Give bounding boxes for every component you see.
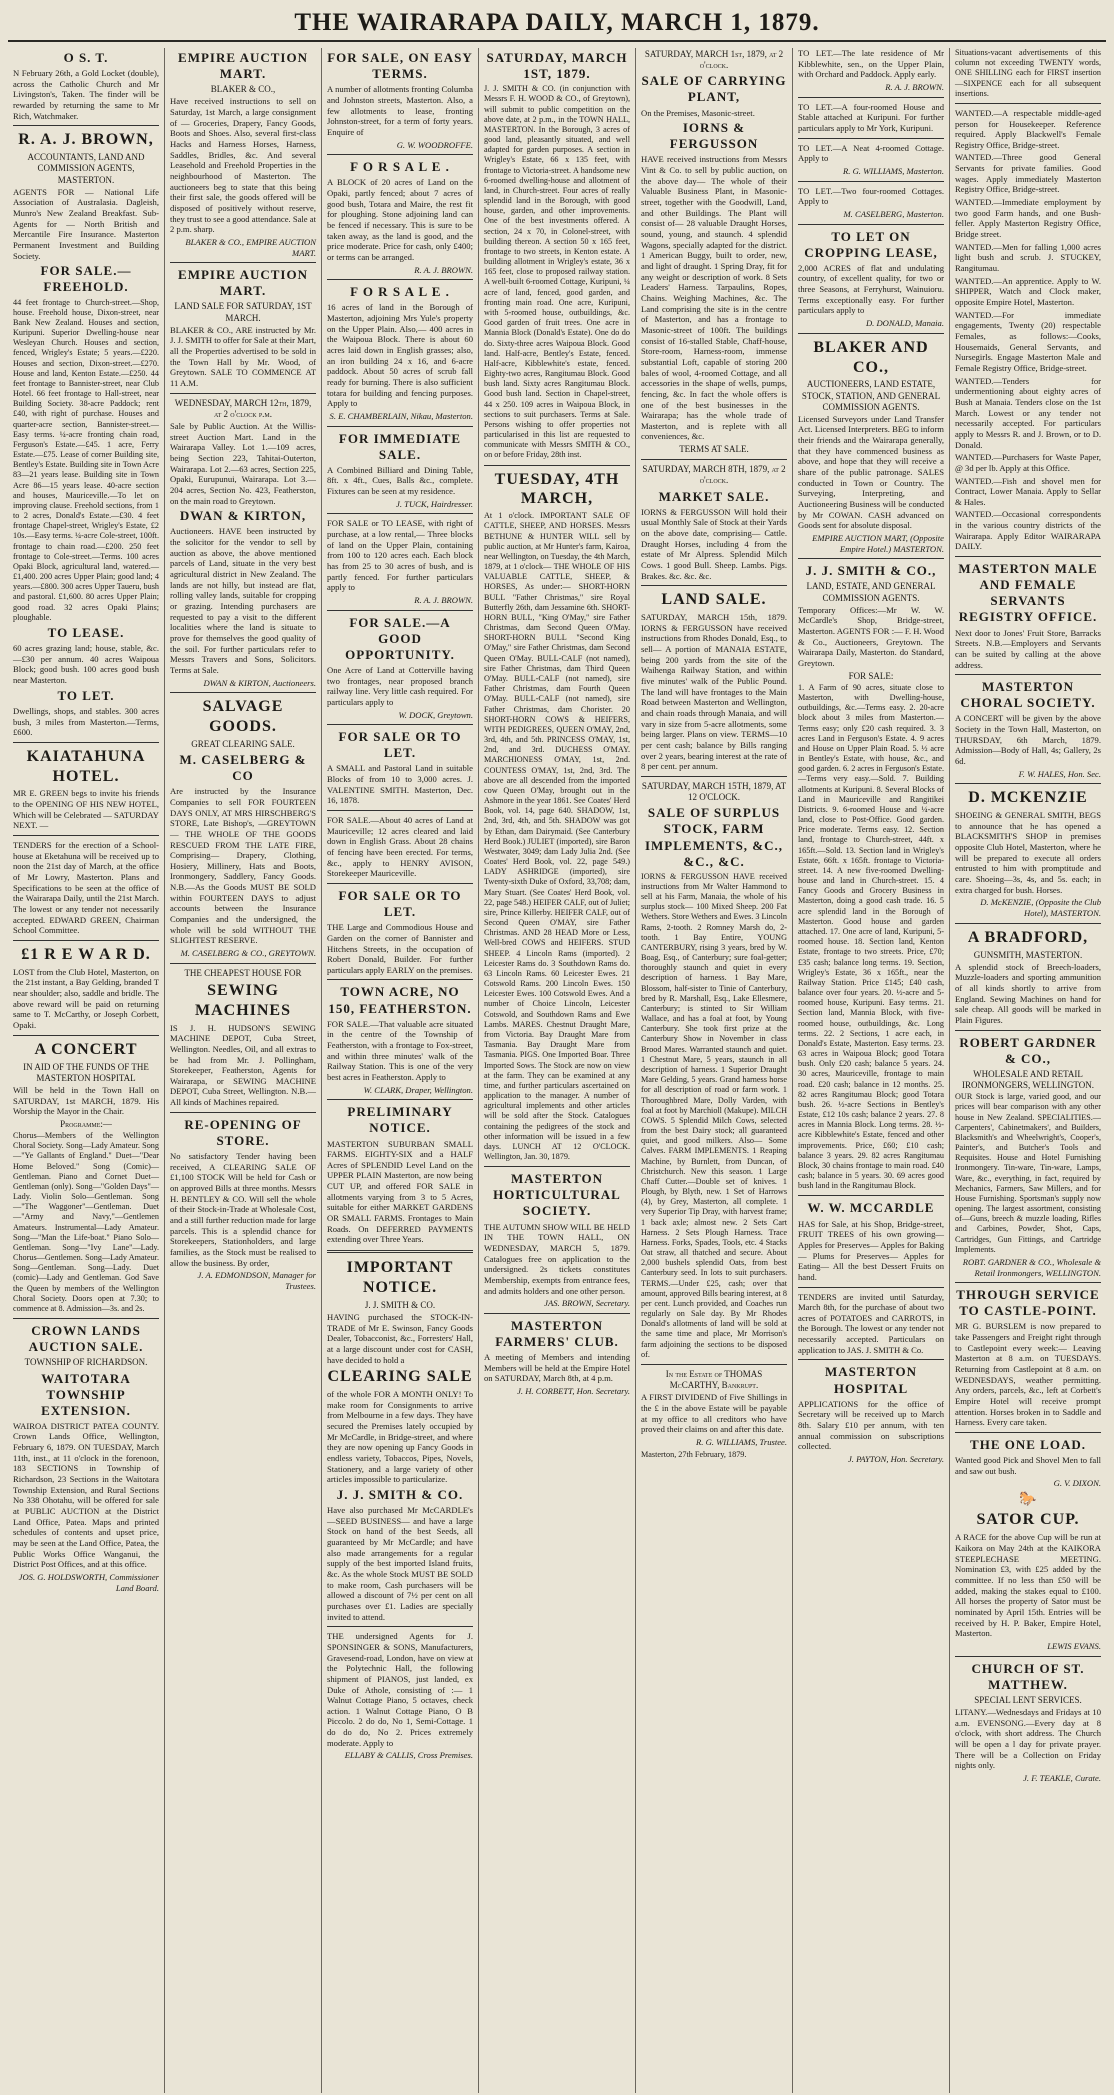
wanted-10: WANTED.—Occasional correspondents in the various country districts of the Wairarapa. Apply Editor WAIRARAPA DAILY. bbox=[955, 509, 1101, 552]
good-opportunity-heading: FOR SALE.—A GOOD OPPORTUNITY. bbox=[345, 614, 455, 662]
freehold-list: 44 feet frontage to Church-street.—Shop, house. Freehold house, Dixon-street, near Bank New Zealand. Houses and section, Kuripuni. Superior Dwelling-house near Wesleyan Church. Houses and section, fenced, Wrigley's Estate; 5 years.—£220. Houses and section, Dixon-street.—£270. House and land, Kenton Estate.—£250. 44 feet frontage to Bannister-street, near Club Hotel. 66 feet frontage to Hall-street, near Building Society. 38-acre Paddock; rent £40, with right of purchase. Houses and quarter-acre section, Bannister-street.—Easy terms. ¼-acre fronting chain road, Ferguson's Estate.—£45. 1 acre, Ferry Estate.—£75. Lease of corner Building site, Bentley's Estate. Building site in Town Acre 83—21 years lease. Building site in Town Acre 86—15 years lease. 40-acre section and houses, Mauriceville.—To let on improving clause. Freehold sections, from 1 to 2 acres, Donald's Estate.—£30. 4 feet frontage Chapel-street, Wrigley's Estate, £2 10s.—Easy terms. ¼-acre Cole-street, 100ft. frontage to chain road.—£200. 250 feet frontage to Cole-street.—Terms. 100 acres Opaki Block, agricultural land, watered.—£1,400. 200 acres Upper Plain; good land; 4 years.—£800. 300 acres Upper Taueru, bush and pastoral. £1,600. 80 acres Upper Plain; good road. 32 acres Opaki Plains; ploughable. bbox=[13, 297, 159, 622]
land-sale-heading: LAND SALE. bbox=[661, 591, 767, 609]
choral-body: A CONCERT will be given by the above Society in the Town Hall, Masterton, on THURSDAY, 6th March, 1879. Admission—Body of Hall, 4s; Gallery, 2s 6d. bbox=[955, 713, 1101, 767]
horticultural-heading: MASTERTON HORTICULTURAL SOCIETY. bbox=[493, 1171, 621, 1219]
concert-subheading: IN AID OF THE FUNDS OF THE MASTERTON HOSPITAL bbox=[23, 1061, 149, 1083]
mckenzie-body: SHOEING & GENERAL SMITH, BEGS to announce that he has opened a BLACKSMITH'S SHOP in premises opposite Club Hotel, Masterton, where he will be prepared to execute all orders entrusted to him with promptitude and care. Shoeing—3s, 4s, and 5s. each; in extra charged for bush. Horses. bbox=[955, 810, 1101, 895]
bradford-body: A splendid stock of Breech-loaders, Muzzle-loaders and sporting ammunition of all kinds shortly to arrive from England. Sewing Machines on hand for sale cheap. All goods will be marked in Plain Figures. bbox=[955, 961, 1101, 1025]
to-lease-heading: TO LEASE. bbox=[47, 625, 125, 640]
iorns-heading: IORNS & FERGUSSON bbox=[669, 120, 759, 152]
jj-smith-heading: J. J. SMITH & CO. bbox=[336, 1486, 464, 1502]
pianos-body: THE undersigned Agents for J. SPONSINGER & SONS, Manufacturers, Gravesend-road, London, have on view at the Polytechnic Hall, the following shipment of PIANOS, just landed, ex Duke of Athole, consisting of :— 1 Walnut Cottage Piano, 5 octaves, check action. 1 Walnut Cottage Piano, O B Piccolo. 2 do do, No 1, Semi-Cottage. 1 do do do, No 2. Prices extremely moderate. Apply to bbox=[327, 1631, 473, 1748]
column-container bbox=[8, 48, 1106, 2093]
surplus-stock-body: IORNS & FERGUSSON HAVE received instructions from Mr Walter Hammond to sell at his Farm, Manaia, the whole of his surplus stock— 100 Mixed Sheep. 200 Fat Wethers. Store Wethers and Ewes. 3 Lincoln Rams, 2-tooth. 2 Romney Marsh do, 2-tooth. 1 Bay Entire, YOUNG CANTERBURY, rising 3 years, bred by W. Boag, Esq., of Canterbury; sure foal-getter; thoroughly staunch and quiet in every description of harness. 1 Bay Mare, Blossom, half-sister to Tinie of Canterbury, bred by R. Marshall, Esq., Lake Ellesmere, Canterbury; is stinted to Sir William Wallace, and has a foal at foot, by Young Canterbury. She took first prize at the Canterbury Show in November in class Brood Mares. Warranted staunch and quiet. 1 Chestnut Mare, 5 years, staunch in all description of harness. 1 Superior Draught Mare Gelding, 5 years. Grand harness horse for all description of road or farm work. 1 Thoroughbred Mare, Dolly Varden, with foal at foot by Marchioll (Makupe). MILCH COWS. 5 Splendid Milch Cows, selected from the best Dairy stock; all guaranteed quiet, and good milkers. Also— Some Calves. FARM IMPLEMENTS. 1 Reaping Machine, by Burnlett, from Duncan, of Christchurch. New this season. 1 Large Chaff Cutter.—Double set of knives. 1 Plough, by Blyth, new. 1 Set of Harrows (4), by Grey, Masterton, all complete. 1 very Superior Tip Dray, with harvest frame; 1 back axle; almost new. 2 Sets Cart Harness. 2 Sets Plough Harness. Trace Harness. Forks, Spades, Tools, etc. 4 Stacks Oat straw, all thatched and secure. About 2,000 bushels splendid Oats, from best Canterbury seed. In lots to suit purchasers. TERMS.—Under £25, cash; over that amount, approved Bills bearing interest, at 8 per cent. Lunch provided, and Coaches run regularly on Sale day. By Mr Rhodes Donald's allotments of land will be sold at the same time and place, Mr Morrison's farm adjoining the sections to be disposed of. bbox=[641, 871, 787, 1359]
carrying-date: SATURDAY, MARCH 1st, 1879, at 2 o'clock. bbox=[644, 49, 784, 71]
wanted-2: WANTED.—Three good General Servants for private families. Good wages. Apply immediately Masterton Registry Office, Bridge-street. bbox=[955, 152, 1101, 195]
crown-lands-body: WAIROA DISTRICT PATEA COUNTY. Crown Lands Office, Wellington, February 6, 1879. ON TUESDAY, March 11th, inst., at 11 o'clock in the forenoon, 183 SECTIONS in Township of Richardson, 23 Sections in the Waitotara Township Extension, and Rural Sections No 338 Ohotahu, will be offered for sale at PUBLIC AUCTION at the District Land Office, Patea. Maps and printed schedules of contents and upset price, may be seen at the Land Office, Patea, the Public Works Office Wanganui, the District Post Offices, and at this office. bbox=[13, 1420, 159, 1570]
crown-lands-subheading: TOWNSHIP OF RICHARDSON. bbox=[24, 1357, 148, 1368]
mckenzie-heading: D. MCKENZIE bbox=[968, 789, 1088, 807]
jj-smith-body: Have also purchased Mr McCARDLE's —SEED BUSINESS— and have a large Stock on hand of the best Seeds, all guaranteed by Mr McCardle; and have also made arrangements for a regular supply of the best imported Island fruits, &c. As the whole Stock MUST BE SOLD to make room, Cash purchasers will be allowed a discount of 7½ per cent on all purchases over £1. Ladies are specially invited to attend. bbox=[327, 1505, 473, 1622]
town-acre-heading: TOWN ACRE, NO 150, FEATHERSTON. bbox=[328, 984, 472, 1016]
horticultural-body: THE AUTUMN SHOW WILL BE HELD IN THE TOWN HALL, ON WEDNESDAY, MARCH 5, 1879. Catalogues free on application to the undersigned. 2s tickets constitutes Membership, exempts from entrance fees, and admits holders and one other person. bbox=[484, 1221, 630, 1296]
column-3 bbox=[322, 48, 479, 2093]
salvage-subheading: GREAT CLEARING SALE. bbox=[191, 738, 295, 749]
lease-purchase-signature: R. A. J. BROWN. bbox=[414, 594, 473, 605]
to-let-3-body: TO LET.—A Neat 4-roomed Cottage. Apply to bbox=[798, 142, 944, 164]
cropping-lease-body: 2,000 ACRES of flat and undulating country, of excellent quality, for two or three Seasons, at Ferryhurst, Wainuioru. Terms exceptionally easy. For further particulars apply to bbox=[798, 262, 944, 316]
town-acre-signature: W. CLARK, Draper, Wellington. bbox=[363, 1084, 473, 1095]
important-notice-heading: IMPORTANT NOTICE. bbox=[346, 1259, 454, 1296]
reward-body: LOST from the Club Hotel, Masterton, on the 21st instant, a Bay Gelding, branded T near shoulder; also, saddle and bridle. The above reward will be paid on returning same to T. McCarthy, or Joseph Corbett, Opaki. bbox=[13, 966, 159, 1031]
blaker-heading: BLAKER AND CO., bbox=[813, 338, 929, 376]
farmers-club-body: A meeting of Members and intending Members will be held at the Empire Hotel on SATURDAY, March 8th, at 4 p.m. bbox=[484, 1352, 630, 1384]
sewing-body: IS J. H. HUDSON'S SEWING MACHINE DEPOT, Cuba Street, Wellington. Needles, Oil, and all extras to be had from Mr. J. Pollingham, Storekeeper, Featherston, Agents for Wairarapa, or SEWING MACHINE DEPOT, Cuba Street, Wellington. N.B.—All kinds of Machines repaired. bbox=[170, 1022, 316, 1108]
wanted-6: WANTED.—For immediate engagements, Twenty (20) respectable Females, as follows:—Cooks, Housemaids, General Servants, and Nursegirls. Engage Masterton Male and Female Registry Office, Bridge-street. bbox=[955, 309, 1101, 373]
mccarthy-body: A FIRST DIVIDEND of Five Shillings in the £ in the above Estate will be payable at my office to all creditors who have proved their claims on and after this date. bbox=[641, 1392, 787, 1435]
sewing-heading: SEWING MACHINES bbox=[194, 981, 291, 1019]
mckenzie-signature: D. McKENZIE, (Opposite the Club Hotel), MASTERTON. bbox=[980, 897, 1101, 919]
market-sale-body: IORNS & FERGUSSON Will hold their usual Monthly Sale of Stock at their Yards on the above date, comprising— Cattle. Draught Horses, including 4 from the estate of Mr Alpress. Splendid Milch Cows. 1 good Bull. Sheep. Lambs. Pigs. Brakes. &c. &c. &c. bbox=[641, 506, 787, 581]
caselberg-signature: M. CASELBERG & CO., GREYTOWN. bbox=[180, 948, 316, 959]
tuesday-sale-body: At 1 o'clock. IMPORTANT SALE OF CATTLE, SHEEP, AND HORSES. Messrs BETHUNE & HUNTER WILL sell by public auction, at Mr Hunter's farm, Kairoa, near Wellington, on Tuesday, the 4th March, 1879, at 1 o'clock— THE WHOLE OF HIS VALUABLE CATTLE, SHEEP, & HORSES, As under:— SHORT-HORN BULL "Father Christmas," sire Royal Butterfly 26th, dam Jessamine 6th. SHORT-HORN BULL, "King O'May," sire Father Christmas, dam Second Queen O'May. SHORT-HORN BULL "Second King O'May," sire Father Christmas, dam Second Queen O'May. BULL-CALF (not named), sire Father Christmas, dam Third Queen O'May. BULL-CALF (not named), sire Father Christmas, dam Fourth Queen O'May. BULL-CALF (not named), sire Father Christmas, dam Chorister. 20 SHORT-HORN COWS & HEIFERS, WITH PEDIGREES, QUEEN O'MAY, 2nd, 3rd, 4th, and 5th. PRINCESS O'MAY, 1st, 2nd, and 3rd. DUCHESS O'MAY. MARCHIONESS O'MAY, 1st, 2nd. COUNTESS O'MAY, 1st, 2nd, 3rd. The above are all descended from the imported cow Queen O'May, brought out in the Ashmore in the year 1861. See Coates' Herd Book, vol. 14, page 640. SHADOW, 1st, 2nd, 3rd, 4th, and 5th. SHADOW was got by Ethan, dam Dairymaid. (See Canterbury Herd Book.) JULIET (imported), sire Baron Westwater, 3049; dam Lady Julia 2nd. (See Coates' Herd Book, vol. 22, page 549.) LADY ASHRIDGE (imported), sire Twenty-sixth Duke of Oxford, 33,708; dam, Mary Stuart. (See Coates' Herd Book, vol. 22, page 548.) HEIFER CALF, out of Juliet; sire, Prince Killerby. HEIFER CALF, out of Second Queen O'MAY, sire Father Christmas. AND 28 HEAD More or Less, Well-bred COWS and HEIFERS. STUD SHEEP. 4 Lincoln Rams (imported). 2 Leicester Rams do. 3 Southdown Rams do. 63 Lincoln Rams. 60 Leicester Ewes. 21 Cotswold Rams. 200 Lincoln Ewes. 150 Leicester Ewes. 100 Cotswold Ewes. And a number of Choice Lincoln, Leicester Cotswold, and Southdown Rams and Ewe Lambs. MARES. Chestnut Draught Mare, from Victoria. Bay Draught Mare from Tasmania. Bay Draught Mare from Tasmania. PIGS. One Imported Boar. Three Imported Sows. The Stock are now on view at the farm. They can be examined at any time, and further particulars ascertained on application to the manager. A number of agricultural implements and other articles will be sold after the Stock. Catalogues containing the pedigrees of the stock and other information will be issued in a few days. LUNCH AT 12 O'CLOCK. Wellington, Jan. 30, 1879. bbox=[484, 511, 630, 1162]
wanted-8: WANTED.—Purchasers for Waste Paper, @ 3d per lb. Apply at this Office. bbox=[955, 452, 1101, 473]
sale-or-let-2-heading: FOR SALE OR TO LET. bbox=[338, 887, 462, 920]
one-load-body: Wanted good Pick and Shovel Men to fall and saw out bush. bbox=[955, 1455, 1101, 1476]
column-7 bbox=[950, 48, 1106, 2093]
dwan-body: Auctioneers. HAVE been instructed by the solicitor for the vendor to sell by auction as above, the above mentioned parcels of Land, situate in the very best agricultural district in New Zealand. The lands are not hilly, but instead are flat, rolling valley lands, suitable for cropping or grazing. Intending purchasers are requested to pay a visit to the different localities where the land is situate to prove for themselves the good quality of the soil. For further particulars refer to Messrs Travers and Sons, Solicitors. Terms at Sale. bbox=[170, 526, 316, 675]
column-1 bbox=[8, 48, 165, 2093]
easy-terms-body: A number of allotments fronting Columba and Johnston streets, Masterton. Also, a few allotments to lease, fronting Johnston-street, for a term of forty years. Enquire of bbox=[327, 84, 473, 137]
cheapest-house-heading: THE CHEAPEST HOUSE FOR bbox=[184, 967, 302, 978]
registry-body: Next door to Jones' Fruit Store, Barracks Streets. N.B.—Employers and Servants can be suited by calling at the above address. bbox=[955, 627, 1101, 670]
for-sale-2-signature: S. E. CHAMBERLAIN, Nikau, Masterton. bbox=[329, 410, 473, 421]
church-heading: CHURCH OF ST. MATTHEW. bbox=[971, 1660, 1085, 1692]
land-sale-body: BLAKER & CO., ARE instructed by Mr. J. J. SMITH to offer for Sale at their Mart, all the Properties advertised to be sold in the Town Hall by Mr. Wood, of Greytown. SALE TO COMMENCE AT 11 A.M. bbox=[170, 324, 316, 389]
to-let-2-body: TO LET.—A four-roomed House and Stable attached at Kuripuni. For further particulars apply to Mr York, Kuripuni. bbox=[798, 101, 944, 133]
wanted-5: WANTED.—An apprentice. Apply to W. SHIPPER, Watch and Clock maker, opposite Empire Hotel, Masterton. bbox=[955, 275, 1101, 308]
for-sale-1-body: A BLOCK of 20 acres of Land on the Opaki, partly fenced; about 7 acres of good bush, Totara and Maire, the rest fit for ploughing. Stone adjoining land can be fenced if necessary. This is sure to be taken away, as the land is good, and the price moderate. Price for cash, only £400; or terms can be arranged. bbox=[327, 177, 473, 262]
to-let-4-body: TO LET.—Two four-roomed Cottages. Apply to bbox=[798, 185, 944, 207]
to-let-4-signature: M. CASELBERG, Masterton. bbox=[843, 208, 944, 219]
jjsmith-for-sale-heading: FOR SALE: bbox=[848, 670, 894, 681]
potato-tenders-body: TENDERS are invited until Saturday, March 8th, for the purchase of about two acres of POTATOES and CARROTS, in the Borough. The lowest or any tender not necessarily accepted. Particulars on application to JAS. J. SMITH & Co. bbox=[798, 1291, 944, 1355]
surplus-date: SATURDAY, MARCH 15TH, 1879, AT 12 O'CLOCK. bbox=[641, 780, 787, 803]
brown-heading: R. A. J. BROWN, bbox=[18, 131, 154, 149]
church-body: LITANY.—Wednesdays and Fridays at 10 a.m. EVENSONG.—Every day at 8 o'clock, with short address. The Church will be open a l day for private prayer. There will be a Collection on Friday nights only. bbox=[955, 1706, 1101, 1771]
sale-or-let-2-body: THE Large and Commodious House and Garden on the corner of Bannister and Hitchens Streets, in the occupation of Robert Donald, Builder. For further particulars apply EARLY on the premises. bbox=[327, 922, 473, 975]
crown-lands-signature: JOS. G. HOLDSWORTH, Commissioner Land Board. bbox=[18, 1572, 159, 1593]
land-sale-heading: LAND SALE FOR SATURDAY, 1ST MARCH. bbox=[174, 301, 312, 323]
reopening-heading: RE-OPENING OF STORE. bbox=[184, 1116, 302, 1148]
for-sale-2-body: 16 acres of land in the Borough of Masterton, adjoining Mrs Yule's property on the Upper Plain. Also,— 400 acres in the Waipoua Block. There is about 60 acres laid down in English grasses; also, an iron building 24 x 16, and 6-acre paddock. About 50 acres of scrub fall ready for burning. There is also sufficient totara for building and fencing purposes. Apply to bbox=[327, 302, 473, 409]
mccardle-heading: W. W. MCCARDLE bbox=[807, 1200, 935, 1216]
hospital-body: APPLICATIONS for the office of Secretary will be received up to March 8th. Salary £10 per annum, with ten annual commission on subscriptions collected. bbox=[798, 1398, 944, 1452]
to-lease-body: 60 acres grazing land; house, stable, &c.—£30 per annum. 40 acres Waipoua Block; good bush. 100 acres good bush near Masterton. bbox=[13, 643, 159, 686]
sator-cup-heading: SATOR CUP. bbox=[976, 1511, 1080, 1529]
preliminary-notice-heading: PRELIMINARY NOTICE. bbox=[347, 1104, 453, 1136]
iorns-body: HAVE received instructions from Messrs Vint & Co. to sell by public auction, on the above day— The whole of their Valuable Business Plant, in Masonic-street, together with the Goodwill, Land, and other Buildings. The Plant will consist of— 28 valuable Draught Horses, sound, young, and staunch. 4 splendid Wagons, specially adapted for the district. 1 American Buggy, built to order, new, and light of draught. 1 Spring Dray, fit for any weight or description of work. 8 Sets Leaders' Harness. Tarpaulins, Ropes, Chains. Weighing Machines, &c. The Land comprising the site is in the centre of Masterton, and has a frontage to Masonic-street of 100ft. The buildings consist of 16-stalled Stable, Chaff-house, Store-room, Harness-room, immense substantial Loft, capable of storing 200 bales of wool, 4-roomed Cottage, and all accessories in the shape of wells, pumps, fencing, &c. In fact the whole offers is one of the best businesses in the Wairarapa; has the whole trade of Masterton, and is replete with all conveniences, &c. bbox=[641, 154, 787, 442]
empire-subheading: BLAKER & CO., bbox=[210, 84, 276, 95]
sale-or-let-heading: FOR SALE OR TO LET. bbox=[338, 729, 462, 761]
saturday-sale-body: J. J. SMITH & CO. (in conjunction with Messrs F. H. WOOD & CO., of Greytown), will submit to public competition on the above date, at 2 p.m., in the TOWN HALL, MASTERTON. In the Borough, 3 acres of good land, pleasantly situated, and well adapted for garden purposes. A section in Wrigley's Estate, 66 x 135 feet, with frontage to Victoria-street. A handsome new 6-roomed dwelling-house and allotment of land, in Church-street. Four acres of really splendid land in the Borough, with good house, garden, and other improvements. One of the best investments offered. A section, 24 x 70, in Colonel-street, with building thereon. A section 50 x 165 feet, frontage to two streets, in Kenton estate. A building allotment in Wrigley's estate, 36 x 165 feet, close to proposed railway station. A well-built 6-roomed Cottage, Kuripuni, ¼ acre of land, fenced, good garden, and fronting main road. One acre, Kuripuni, with 5-roomed house, outbuildings, &c. Good garden of fruit trees. One acre in Mannia Block (Donald's Estate). One do do do. Sixty-three acres Waipoua Block. Good land. Half-acre, Bentley's Estate, fenced. Half-acre, Kibblewhite's estate, fenced. Eighty-two acres, Rangitumau Block. Good bush land. Sixty acres Rangitumau Block. Good bush land. Section in Chapel-street, 44 x 250. 109 acres in Waipoua Block, in sections to suit purchasers. Terms at Sale. Persons wishing to offer properties not particularised in this list are requested to communicate with Messrs SMITH & CO., on or before Friday, 28th inst. bbox=[484, 84, 630, 460]
immediate-sale-body: A Combined Billiard and Dining Table, 8ft. x 4ft., Cues, Balls &c., complete. Fixtures can be seen at my residence. bbox=[327, 464, 473, 497]
brown-subheading: ACCOUNTANTS, LAND AND COMMISSION AGENTS, MASTERTON. bbox=[27, 152, 145, 185]
caselberg-heading: M. CASELBERG & CO bbox=[179, 752, 307, 784]
to-let-heading: TO LET. bbox=[57, 687, 115, 703]
sale-or-let-body: A SMALL and Pastoral Land in suitable Blocks of from 10 to 3,000 acres. J. VALENTINE SMITH. Masterton, Dec. 16, 1878. bbox=[327, 763, 473, 806]
empire-signature: BLAKER & CO., EMPIRE AUCTION MART. bbox=[185, 236, 316, 258]
bradford-heading: A BRADFORD, bbox=[967, 928, 1089, 946]
surplus-stock-heading: SALE OF SURPLUS STOCK, FARM IMPLEMENTS, &C., &C., &C. bbox=[644, 805, 784, 869]
school-tenders-body: TENDERS for the erection of a School-house at Eketahuna will be received up to noon the 21st day of March, at the office of Mr Lowry, Masterton. Plans and Specifications to be seen at the office of the Wairarapa Daily, until the 21st March. The lowest or any tender not necessarily accepted. EDWARD GREEN, Chairman School Committee. bbox=[13, 840, 159, 936]
dwan-heading: DWAN & KIRTON, bbox=[179, 508, 307, 524]
carrying-plant-body: On the Premises, Masonic-street. bbox=[641, 107, 755, 118]
salvage-heading: SALVAGE GOODS. bbox=[202, 698, 284, 736]
hospital-signature: J. PAYTON, Hon. Secretary. bbox=[847, 1453, 944, 1464]
hotel-heading: KAIATAHUNA HOTEL. bbox=[26, 747, 146, 785]
pianos-signature: ELLABY & CALLIS, Cross Premises. bbox=[344, 1750, 473, 1761]
column-4 bbox=[479, 48, 636, 2093]
preliminary-notice-body: MASTERTON SUBURBAN SMALL FARMS. EIGHTY-SIX and a HALF Acres of SPLENDID Level Land on the UPPER PLAIN Masterton, are now being CUT UP, and offered FOR SALE in allotments varying from 3 to 5 Acres, suitable for either MARKET GARDENS OR SMALL FARMS. Frontages to Main Roads. On DEFERRED PAYMENTS extending over Three Years. bbox=[327, 1138, 473, 1245]
blaker-body: Licensed Surveyors under Land Transfer Act. Licensed Interpreters. BEG to inform their friends and the Wairarapa generally, that they have commenced business as above, and hope that they will receive a share of the public patronage. SALES conducted in Town or Country. The Surveying, Interpreting, and Auctioneering Business will be conducted by Mr COWAN. CASH advanced on Goods sent for absolute disposal. bbox=[798, 413, 944, 531]
empire2-heading: EMPIRE AUCTION MART. bbox=[178, 267, 308, 299]
column-5 bbox=[636, 48, 793, 2093]
for-sale-1-heading: F O R S A L E . bbox=[350, 159, 450, 175]
programme-body: Chorus—Members of the Wellington Choral Society. Song—Lady Amateur. Song—"Ye Gallants of England." Duet—"Dear Home Beloved." Song (Comic)—Gentleman. Piano and Cornet Duet—Gentleman (only). Song—"Golden Days"—Lady. Violin Solo—Gentleman. Song—"The Waggoner"—Gentleman. Duet—"Army and Navy,"—Gentlemen Amateurs. Instrumental—Lady Amateur. Song—"Man the Life-boat." Piano Solo—Gentleman. Song—"Ivy Lane"—Lady. Chorus—Gentlemen. Song—Lady Amateur. Song—Gentleman. Song—Lady. Duet (comic)—Lady and Gentleman. God Save the Queen by members of the Wellington Choral Society. Doors open at 7.30; to commence at 8. Admission—3s. and 2s. bbox=[13, 1131, 159, 1313]
important-notice-subheading: J. J. SMITH & CO. bbox=[364, 1299, 436, 1310]
newspaper-title: THE WAIRARAPA DAILY, MARCH 1, 1879. bbox=[294, 9, 820, 36]
clearing-sale-heading: CLEARING SALE bbox=[327, 1368, 473, 1386]
hotel-body: MR E. GREEN begs to invite his friends to the OPENING OF HIS NEW HOTEL, Which will be Celebrated — SATURDAY NEXT. — bbox=[13, 788, 159, 831]
for-sale-2-heading: F O R S A L E . bbox=[350, 284, 450, 300]
easy-terms-heading: FOR SALE, ON EASY TERMS. bbox=[327, 50, 473, 82]
empire-body: Have received instructions to sell on Saturday, 1st March, a large consignment of — Groceries, Drapery, Fancy Goods, Boots and Shoes. Also, several first-class Hacks and Harness Horses, Harness, Saddles, Bridles, &c. And several Leasehold and Freehold Properties in the neighbourhood of Masterton. The auctioneers beg to state that this being their first sale, the goods offered will be disposed of positively without reserve, they trust to see a good attendance. Sale at 2 p.m. sharp. bbox=[170, 96, 316, 235]
good-opportunity-body: One Acre of Land at Cotterville having two frontages, near proposed branch railway line. Very little cash required. For particulars apply to bbox=[327, 664, 473, 707]
mccarthy-heading: In the Estate of THOMAS McCARTHY, Bankrupt. bbox=[665, 1368, 763, 1391]
lost-notice-heading: O S. T. bbox=[63, 50, 109, 65]
dwan-signature: DWAN & KIRTON, Auctioneers. bbox=[203, 677, 316, 688]
important-notice-body: HAVING purchased the STOCK-IN-TRADE of Mr E. Swinson, Fancy Goods Dealer, Tobacconist, &c., Forresters' Hall, at a large discount under cost for CASH, have decided to hold a bbox=[327, 1311, 473, 1365]
immediate-sale-signature: J. TUCK, Hairdresser. bbox=[396, 498, 473, 509]
wednesday-body: Sale by Public Auction. At the Willis-street Auction Mart. Land in the Wairarapa Valley. Lot 1.—109 acres, being Section 223, Tahitai-Outerton, Wairarapa. Lot 2.—63 acres, Section 225, Opaki, Eurupunui, Wairarapa. Lot 3.—204 acres, Section No. 423, Featherston, on the main road to Greytown. bbox=[170, 421, 316, 506]
cropping-lease-heading: TO LET ON CROPPING LEASE, bbox=[804, 228, 938, 260]
situations-intro: Situations-vacant advertisements of this column not exceeding TWENTY words, ONE SHILLING each for FIRST insertion—SIXPENCE each for all subsequent insertions. bbox=[955, 48, 1101, 98]
sator-cup-signature: LEWIS EVANS. bbox=[1047, 1640, 1101, 1651]
church-signature: J. F. TEAKLE, Curate. bbox=[1023, 1772, 1101, 1783]
crown-lands-heading: CROWN LANDS AUCTION SALE. bbox=[28, 1323, 144, 1355]
horticultural-signature: JAS. BROWN, Secretary. bbox=[544, 1298, 630, 1309]
blaker-subheading: AUCTIONEERS, LAND ESTATE, STOCK, STATION, AND GENERAL COMMISSION AGENTS. bbox=[801, 379, 941, 412]
column-2 bbox=[165, 48, 322, 2093]
empire-heading: EMPIRE AUCTION MART. bbox=[178, 50, 308, 82]
tuesday-sale-heading: TUESDAY, 4TH MARCH, bbox=[494, 470, 620, 508]
to-let-1-body: TO LET.—The late residence of Mr Kibblewhite, sen., on the Upper Plain, with Orchard and Paddock. Apply early. bbox=[798, 48, 944, 80]
wanted-1: WANTED.—A respectable middle-aged person for Housekeeper. Reference required. Apply Blackwell's Female Registry Office, Bridge-street. bbox=[955, 107, 1101, 150]
market-date: SATURDAY, MARCH 8TH, 1879, at 2 o'clock. bbox=[642, 464, 786, 486]
wednesday-heading: WEDNESDAY, MARCH 12th, 1879, at 2 o'clock p.m. bbox=[174, 397, 312, 419]
church-subheading: SPECIAL LENT SERVICES. bbox=[974, 1694, 1082, 1705]
reward-heading: £1 R E W A R D. bbox=[21, 946, 151, 963]
lease-purchase-body: FOR SALE or TO LEASE, with right of purchase, at a low rental,— Three blocks of land on the Upper Plain, containing from 100 to 120 acres each. Each block has from 25 to 30 acres of bush, and is partly fenced. For further particulars apply to bbox=[327, 518, 473, 593]
for-sale-1-signature: R. A. J. BROWN. bbox=[414, 264, 473, 275]
iorns-terms: TERMS AT SALE. bbox=[679, 444, 749, 455]
jjsmith-agents-subheading: LAND, ESTATE, AND GENERAL COMMISSION AGENTS. bbox=[806, 581, 936, 603]
wanted-4: WANTED.—Men for falling 1,000 acres light bush and scrub. J. STUCKEY, Rangitumau. bbox=[955, 241, 1101, 274]
saturday-sale-heading: SATURDAY, MARCH 1ST, 1879. bbox=[486, 50, 628, 82]
easy-terms-signature: G. W. WOODROFFE. bbox=[396, 139, 473, 150]
good-opportunity-signature: W. DOCK, Greytown. bbox=[398, 709, 473, 720]
mauriceville-body: FOR SALE.—About 40 acres of Land at Mauriceville; 12 acres cleared and laid down in English Grass. About 28 chains of fencing have been erected. For terms, &c., apply to HENRY AVISON, Storekeeper Mauriceville. bbox=[327, 815, 473, 879]
one-load-signature: G. V. DIXON. bbox=[1053, 1478, 1101, 1489]
reopening-body: No satisfactory Tender having been received, A CLEARING SALE OF £1,100 STOCK Will be held for Cash or on approved Bills at three months. Messrs H. BENTLEY & CO. Will sell the whole of their Stock-in-Trade at Wholesale Cost, and a still further reduction made for large parcels. This is a splendid chance for Storekeepers, Stationholders, and large families, as the Stock must be realised to allow the business. By order, bbox=[170, 1151, 316, 1268]
gardner-subheading: WHOLESALE AND RETAIL IRONMONGERS, WELLINGTON. bbox=[962, 1068, 1094, 1091]
concert-body: Will be held in the Town Hall on SATURDAY, 1st MARCH, 1879. His Worship the Mayor in the Chair. bbox=[13, 1084, 159, 1117]
wanted-9: WANTED.—Fish and shovel men for Contract, Lower Manaia. Apply to Sellar & Hales. bbox=[955, 475, 1101, 507]
hospital-heading: MASTERTON HOSPITAL bbox=[824, 1364, 918, 1396]
to-let-3-signature: R. G. WILLIAMS, Masterton. bbox=[843, 165, 944, 176]
farmers-club-heading: MASTERTON FARMERS' CLUB. bbox=[495, 1317, 619, 1349]
jjsmith-for-sale-list: 1. A Farm of 90 acres, situate close to Masterton, with Dwelling-house, outbuildings, &c.—Terms easy. 2. 20-acre block about 3 miles from Masterton.—Terms easy; only £20 cash required. 3. 3 acres Land in Ferguson's Estate. 4. 9 acres and House on Upper Plain Road. 5. ½ acre in Bentley's Estate, with house, &c., and good garden. 6. 2 acres in Ferguson's Estate.—Terms very easy.—Sold. 7. Building allotments at Kuripuni. 8. Several Blocks of Land in Mauriceville and Rangitikei Districts. 9. 6-roomed House and ¼-acre land, close to Post-Office. Good garden. Price moderate. Terms easy. 12. Section land, frontage to Church-street, 44ft. x 165ft.—Sold. 13. Section land in Wrigley's Estate, 66ft. x 165ft. frontage to Victoria-street. 14. A new five-roomed Dwelling-house and land in Church-street. 15. 4 Fancy Goods and Grocery Business in Masterton, doing a good cash trade. 16. 5 acre splendid land in the Borough of Masterton. Good house and garden attached. 17. One acre of land, Kuripuni, 5-roomed house. 18. Section land, Kenton Estate, frontage to two streets. Price, £70; £35 cash; balance long terms. 19. Section, Wrigley's Estate, 36 x 165ft., near the Railway Station. Price £145; £40 cash, balance over four years. 20. ½-acre and 5-roomed house, Kuripuni. Easy terms. 21. Section land, Mannia Block, with five-roomed house, outbuildings, &c. Long terms. 22. 2 Sections, 1 acre each, in Donald's Estate, Masterton. Easy terms. 23. 63 acres in Waipoua Block; good Totara bush. Only £20 cash; balance 5 years. 24. 30 acres, Mauriceville, frontage to main road. £20 cash; balance in 12 months. 25. 82 acres Rangitumau Block; good Totara bush. 26. ½-acre Sections in Bentley's Estate, £12 10s cash; balance 2 years. 27. 8 acres in Mannia Block. Long terms. 28. ½-acre Kibblewhite's Estate, fenced and other improvements. Price, £60; £10 cash; balance 3 years. 29. 82 acres Rangitumau Block, 30 chains frontage to main road. £40 cash; balance in 5 years. 30. 69 acres good bush land in the Rangitumau Block. bbox=[798, 682, 944, 1191]
waitotara-heading: WAITOTARA TOWNSHIP EXTENSION. bbox=[41, 1370, 131, 1418]
farmers-club-signature: J. H. CORBETT, Hon. Secretary. bbox=[517, 1386, 630, 1396]
immediate-sale-heading: FOR IMMEDIATE SALE. bbox=[338, 430, 462, 462]
mccarthy-date: Masterton, 27th February, 1879. bbox=[641, 1449, 747, 1459]
mccardle-body: HAS for Sale, at his Shop, Bridge-street, FRUIT TREES of his own growing— Apples for Preserves— Apples for Baking— Plums for Preserves— Apples for Eating— All the best Dessert Fruits on hand. bbox=[798, 1218, 944, 1282]
brown-body: AGENTS FOR — National Life Association of Australasia. Dagleish, Munro's New Zealand Breakfast. Sub-Agents for — North British and Mercantile Fire Insurance. Masterton Permanent Investment and Building Society. bbox=[13, 186, 159, 261]
bradford-subheading: GUNSMITH, MASTERTON. bbox=[973, 949, 1083, 960]
caselberg-body: Are instructed by the Insurance Companies to sell FOR FOURTEEN DAYS ONLY, AT MRS HIRSCHBERG'S STORE, Late Bishop's, —GREYTOWN— THE WHOLE OF THE GOODS RESCUED FROM THE LATE FIRE, Comprising— Drapery, Clothing, Hosiery, Millinery, Hats and Boots, Ironmongery, Saddlery, Fancy Goods. N.B.—As the Goods MUST BE SOLD within FOURTEEN DAYS to adjust accounts between the Insurance Companies and the undersigned, the whole will be sold WITHOUT THE SLIGHTEST RESERVE. bbox=[170, 786, 316, 946]
gardner-heading: ROBERT GARDNER & CO., bbox=[959, 1034, 1097, 1066]
blaker-signature: EMPIRE AUCTION MART, (Opposite Empire Hotel.) MASTERTON. bbox=[812, 533, 944, 554]
choral-heading: MASTERTON CHORAL SOCIETY. bbox=[960, 679, 1096, 711]
castlepoint-body: MR G. BURSLEM is now prepared to take Passengers and Freight right through to Castlepoint every week:— Leaving Masterton at 8 a.m. on TUESDAYS. Returning from Castlepoint at 8 a.m. on WEDNESDAYS, weather permitting. Any orders, parcels, &c., left at Corbett's Empire Hotel will receive prompt attention. Horses broken in to Saddle and Harness. Every care taken. bbox=[955, 1321, 1101, 1428]
to-let-body: Dwellings, shops, and stables. 300 acres bush, 3 miles from Masterton.—Terms, £600. bbox=[13, 705, 159, 738]
land-sale-body: SATURDAY, MARCH 15th, 1879. IORNS & FERGUSSON have received instructions from Rhodes Donald, Esq., to sell— A portion of MANAIA ESTATE, being 200 yards from the site of the Waihenga Railway Station, and within five minutes' walk of the Public Pound. The land will have frontages to the Main Road between Masterton and Wellington, and chain roads through Manaia, and will vary in size from 5-acre allotments, some being larger. Plans on view. TERMS—10 per cent cash; balance by Bills ranging over 2 years, bearing interest at the rate of 8 per cent. per annum. bbox=[641, 612, 787, 772]
reopening-signature: J. A. EDMONDSON, Manager for Trustees. bbox=[197, 1270, 316, 1291]
cropping-lease-signature: D. DONALD, Manaia. bbox=[865, 318, 944, 329]
lost-notice-body: N February 26th, a Gold Locket (double), across the Catholic Church and Mr Livingston's, Taken. The finder will be rewarded by returning the same to Mr Rich, Watchmaker. bbox=[13, 68, 159, 121]
to-let-1-signature: R. A. J. BROWN. bbox=[885, 81, 944, 92]
sator-cup-body: A RACE for the above Cup will be run at Kaikora on May 24th at the KAIKORA STEEPLECHASE MEETING. Nomination £3, with £25 added by the committee. If no less than £50 will be added, making the stakes equal to £100. All horses the property of Sator must be nominated by April 15th. Entries will be received by H. P. Baker, Empire Hotel, Masterton. bbox=[955, 1532, 1101, 1639]
freehold-heading: FOR SALE.—FREEHOLD. bbox=[40, 263, 132, 295]
wanted-3: WANTED.—Immediate employment by two good Farm hands, and one Bush-feller. Apply Masterton Registry Office, Bridge street. bbox=[955, 197, 1101, 240]
concert-heading: A CONCERT bbox=[34, 1040, 138, 1058]
jjsmith-agents-heading: J. J. SMITH & CO., bbox=[805, 563, 937, 579]
column-6 bbox=[793, 48, 950, 2093]
clearing-sale-body: of the whole FOR A MONTH ONLY! To make room for Consignments to arrive from Melbourne in a few days. They have secured the Premises lately occupied by Mr McCardle, in Bridge-street, and where they are now opening up Fancy Goods in endless variety, Tobaccos, Pipes, Novels, Stationery, and a large variety of other articles impossible to particularize. bbox=[327, 1389, 473, 1485]
registry-heading: MASTERTON MALE AND FEMALE SERVANTS REGISTRY OFFICE. bbox=[958, 561, 1098, 625]
mccarthy-signature: R. G. WILLIAMS, Trustee. bbox=[696, 1436, 787, 1447]
castlepoint-heading: THROUGH SERVICE TO CASTLE-POINT. bbox=[956, 1287, 1100, 1319]
horse-race-illustration: 🐎 bbox=[1019, 1492, 1037, 1508]
market-sale-heading: MARKET SALE. bbox=[658, 488, 770, 504]
programme-heading: Programme:— bbox=[60, 1118, 112, 1129]
gardner-signature: ROBT. GARDNER & CO., Wholesale & Retail Ironmongers, WELLINGTON. bbox=[962, 1256, 1101, 1278]
one-load-heading: THE ONE LOAD. bbox=[970, 1437, 1086, 1453]
choral-signature: F. W. HALES, Hon. Sec. bbox=[1018, 768, 1101, 779]
town-acre-body: FOR SALE.—That valuable acre situated in the centre of the Township of Featherston, with a frontage to Fox-street, and within three minutes' walk of the Railway Station. This is one of the very best acres in Featherston. Apply to bbox=[327, 1018, 473, 1082]
gardner-body: OUR Stock is large, varied good, and our prices will bear comparison with any other house in New Zealand. SPECIALITIES.—Carpenters', Cabinetmakers', and Builders, Blacksmith's and Wheelwright's, Cooper's, Painter's, and Butcher's Tools and Requisites. House and Hotel Furnishing Ironmongery. Tin-ware, Tin-ware, Lamps, Ware, &c., everything, in fact, required by Mechanics, Farmers, Saw Millers, and for House Furnishing. Sportsman's supply now opening. The largest assortment, consisting of—Guns, breech & muzzle loading, Rifles and Carbines, Powder, Shot, Caps, Cartridges, Gun Fittings, and Cartridge Implements. bbox=[955, 1092, 1101, 1254]
wanted-7: WANTED.—Tenders for undermentioning about eighty acres of Bush at Manaia. Tenders close on the 1st March. Lowest or any tender not necessarily accepted. For particulars apply to Messrs R. and J. Brown, or to D. Donald. bbox=[955, 375, 1101, 450]
masthead bbox=[8, 4, 1106, 42]
carrying-plant-heading: SALE OF CARRYING PLANT, bbox=[641, 73, 787, 105]
jjsmith-agents-body: Temporary Offices:—Mr W. W. McCardle's Shop, Bridge-street, Masterton. AGENTS FOR :— F. H. Wood & Co., Auctioneers, Greytown. The Wairarapa Daily, Masterton. do Standard, Greytown. bbox=[798, 604, 944, 669]
